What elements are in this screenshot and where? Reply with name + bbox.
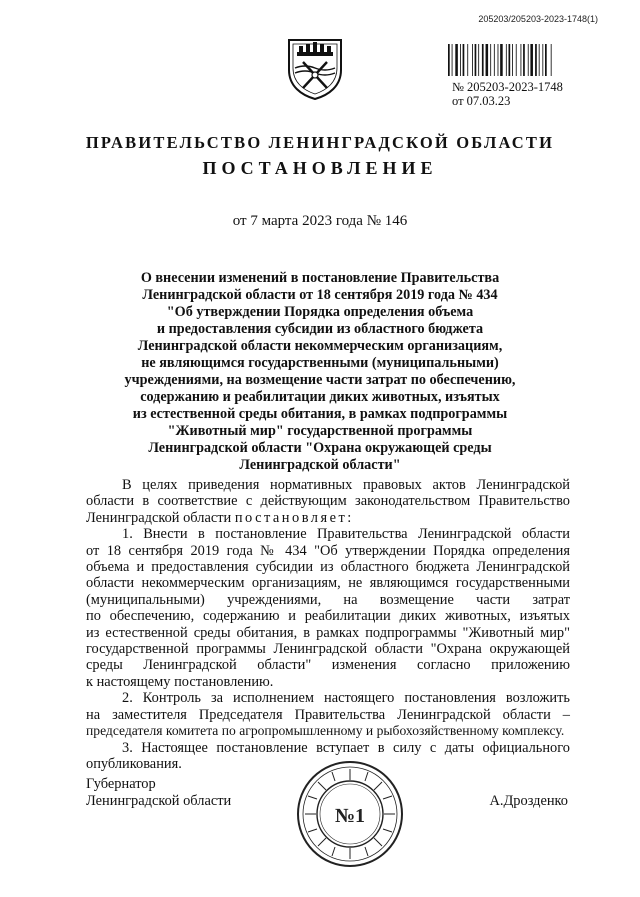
signatory-position <box>86 776 231 810</box>
title-line: О внесении изменений в постановление Правительства <box>140 270 500 286</box>
body-line: государственной программы Ленинградской области "Охрана окружающей <box>86 641 570 658</box>
document-body <box>86 477 570 772</box>
official-seal <box>296 760 404 868</box>
body-line: (муниципальными) учреждениями, на возмещение части затрат <box>86 591 570 608</box>
title-line: Ленинградской области некоммерческим организациям, <box>137 338 503 354</box>
item-1-paragraph <box>86 526 570 690</box>
body-line: объема и предоставления субсидии из областного бюджета Ленинградской <box>86 559 570 576</box>
resolves-word: постановляет: <box>234 509 354 526</box>
title-line: содержанию и реабилитации диких животных, изъятых <box>140 389 500 405</box>
item-2-paragraph <box>86 690 570 739</box>
preamble-region: Ленинградской области <box>86 509 235 526</box>
document-title <box>90 270 550 474</box>
body-line: из естественной среды обитания, в рамках подпрограммы "Животный мир" <box>86 624 570 641</box>
seal-number: №1 <box>334 805 366 827</box>
body-line: В целях приведения нормативных правовых актов Ленинградской <box>122 477 570 493</box>
title-line: из естественной среды обитания, в рамках подпрограммы <box>132 406 508 422</box>
body-line: по обеспечению, содержанию и реабилитации диких животных, изъятых <box>86 608 570 625</box>
title-line: учреждениями, на возмещение части затрат по обеспечению, <box>124 372 516 388</box>
body-line: на заместителя Председателя Правительства Ленинградской области – <box>86 706 570 723</box>
preamble-paragraph <box>86 477 570 526</box>
body-line: от 18 сентября 2019 года № 434 "Об утверждении Порядка определения <box>86 542 570 559</box>
title-line: "Животный мир" государственной программы <box>167 423 473 439</box>
registration-number: № 205203-2023-1748 <box>452 80 563 94</box>
registration-stamp <box>452 80 563 108</box>
coat-of-arms-emblem <box>285 32 345 100</box>
document-reference: 205203/205203-2023-1748(1) <box>478 14 598 24</box>
body-line: к настоящему постановлению. <box>86 673 274 690</box>
body-line: 1. Внести в постановление Правительства Ленинградской области <box>122 526 570 543</box>
title-line: и предоставления субсидии из областного бюджета <box>156 321 484 337</box>
title-line: Ленинградской области" <box>239 457 401 473</box>
body-line: опубликования. <box>86 755 182 772</box>
body-line: 3. Настоящее постановление вступает в силу с даты официального <box>122 739 570 756</box>
body-line: среды Ленинградской области" изменения согласно приложению <box>86 657 570 674</box>
body-line <box>86 510 570 526</box>
document-date-number: от 7 марта 2023 года № 146 <box>232 213 408 229</box>
title-line: Ленинградской области "Охрана окружающей среды <box>148 440 492 456</box>
title-line: не являющимся государственными (муниципальными) <box>141 355 499 371</box>
organization-title: ПРАВИТЕЛЬСТВО ЛЕНИНГРАДСКОЙ ОБЛАСТИ <box>85 133 555 152</box>
barcode <box>448 44 588 76</box>
body-line: 2. Контроль за исполнением настоящего постановления возложить <box>122 690 570 707</box>
body-line: председателя комитета по агропромышленному и рыбохозяйственному комплексу. <box>86 723 565 739</box>
document-type: ПОСТАНОВЛЕНИЕ <box>202 158 438 178</box>
body-line: области в соответствие с действующим законодательством Правительство <box>86 493 570 510</box>
signatory-name: А.Дрозденко <box>489 793 568 809</box>
position-region: Ленинградской области <box>86 793 232 809</box>
title-line: Ленинградской области от 18 сентября 2019 года № 434 <box>142 287 498 303</box>
title-line: "Об утверждении Порядка определения объема <box>166 304 474 320</box>
position-title: Губернатор <box>86 776 156 792</box>
registration-date: от 07.03.23 <box>452 94 511 108</box>
body-line: области некоммерческим организациям, не являющимся государственными <box>86 575 570 592</box>
